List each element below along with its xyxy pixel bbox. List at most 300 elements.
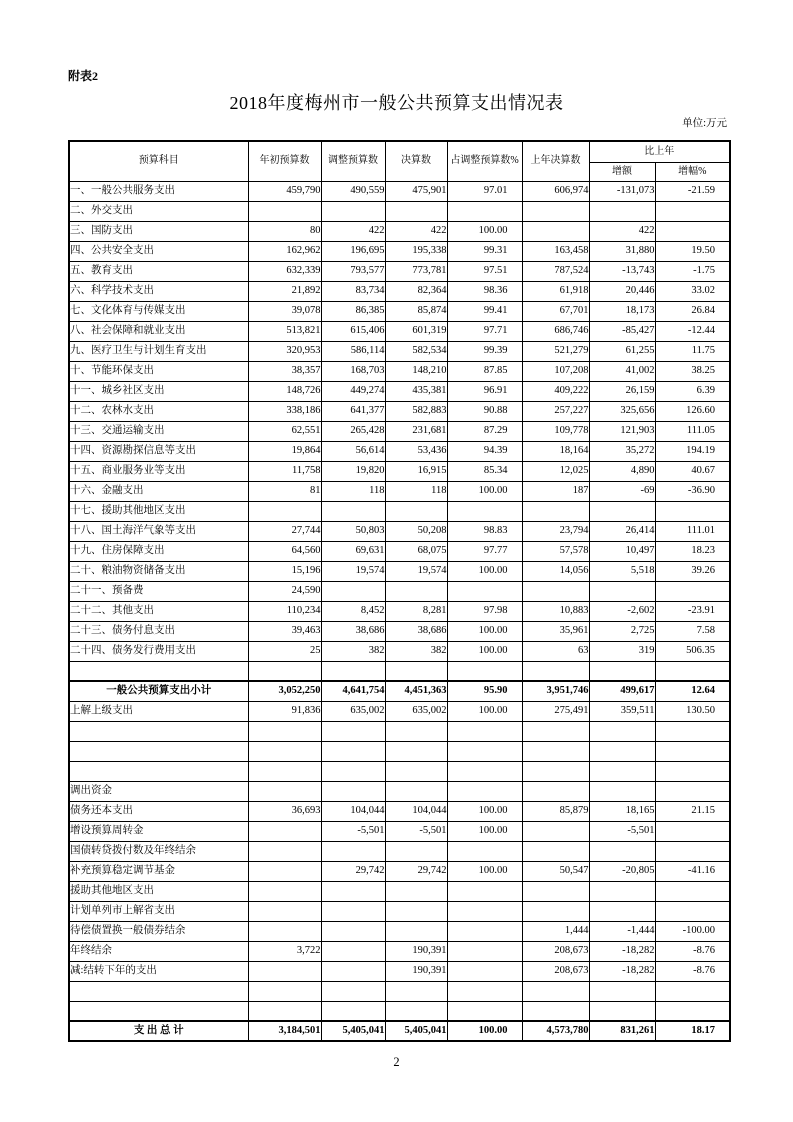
value-cell: 4,451,363 [385, 681, 447, 701]
row-label: 十一、城乡社区支出 [69, 381, 248, 401]
value-cell [522, 661, 589, 681]
value-cell: 98.36 [447, 281, 522, 301]
value-cell: 148,726 [248, 381, 321, 401]
value-cell: -69 [589, 481, 655, 501]
value-cell: 100.00 [447, 561, 522, 581]
row-label: 减:结转下年的支出 [69, 961, 248, 981]
empty-row [69, 981, 730, 1001]
row-label: 八、社会保障和就业支出 [69, 321, 248, 341]
table-row [69, 441, 730, 461]
row-label: 援助其他地区支出 [69, 881, 248, 901]
value-cell: 190,391 [385, 941, 447, 961]
value-cell [321, 661, 385, 681]
value-cell: 63 [522, 641, 589, 661]
row-label: 三、国防支出 [69, 221, 248, 241]
value-cell: 606,974 [522, 181, 589, 201]
value-cell [248, 901, 321, 921]
value-cell [447, 501, 522, 521]
value-cell [589, 761, 655, 781]
value-cell [522, 841, 589, 861]
value-cell: -41.16 [655, 861, 730, 881]
row-label [69, 1001, 248, 1021]
value-cell [447, 581, 522, 601]
value-cell [522, 1001, 589, 1021]
value-cell: 100.00 [447, 481, 522, 501]
page-number: 2 [393, 1055, 400, 1069]
value-cell [522, 221, 589, 241]
table-row [69, 701, 730, 721]
value-cell: 10,883 [522, 601, 589, 621]
value-cell [248, 761, 321, 781]
value-cell: 7.58 [655, 621, 730, 641]
empty-row [69, 661, 730, 681]
table-row [69, 401, 730, 421]
value-cell [447, 761, 522, 781]
table-row [69, 561, 730, 581]
value-cell [447, 781, 522, 801]
value-cell: 26,159 [589, 381, 655, 401]
value-cell [447, 961, 522, 981]
row-label: 债务还本支出 [69, 801, 248, 821]
row-label: 十八、国土海洋气象等支出 [69, 521, 248, 541]
value-cell [655, 781, 730, 801]
value-cell: 26.84 [655, 301, 730, 321]
row-label: 一般公共预算支出小计 [69, 681, 248, 701]
value-cell: 359,511 [589, 701, 655, 721]
row-label [69, 761, 248, 781]
row-label: 十四、资源勘探信息等支出 [69, 441, 248, 461]
value-cell: 18,173 [589, 301, 655, 321]
row-label: 十五、商业服务业等支出 [69, 461, 248, 481]
value-cell: 98.83 [447, 521, 522, 541]
value-cell [447, 721, 522, 741]
value-cell: 121,903 [589, 421, 655, 441]
value-cell: 21,892 [248, 281, 321, 301]
value-cell [522, 761, 589, 781]
value-cell: 4,573,780 [522, 1021, 589, 1041]
value-cell [447, 921, 522, 941]
row-label: 调出资金 [69, 781, 248, 801]
value-cell [589, 881, 655, 901]
table-row [69, 201, 730, 221]
value-cell: 69,631 [321, 541, 385, 561]
value-cell: 19.50 [655, 241, 730, 261]
value-cell [248, 881, 321, 901]
value-cell: 490,559 [321, 181, 385, 201]
value-cell: 38,357 [248, 361, 321, 381]
value-cell: 586,114 [321, 341, 385, 361]
table-row [69, 361, 730, 381]
value-cell: 18.23 [655, 541, 730, 561]
row-label: 二十一、预备费 [69, 581, 248, 601]
table-row [69, 221, 730, 241]
value-cell [655, 201, 730, 221]
value-cell [655, 981, 730, 1001]
value-cell [655, 1001, 730, 1021]
header-adjusted-budget: 调整预算数 [321, 141, 385, 181]
value-cell [321, 881, 385, 901]
value-cell: -12.44 [655, 321, 730, 341]
value-cell [589, 581, 655, 601]
value-cell: 100.00 [447, 701, 522, 721]
value-cell [522, 741, 589, 761]
value-cell: 118 [385, 481, 447, 501]
value-cell: 27,744 [248, 521, 321, 541]
value-cell: 1,444 [522, 921, 589, 941]
value-cell [385, 761, 447, 781]
value-cell: 94.39 [447, 441, 522, 461]
value-cell: 29,742 [385, 861, 447, 881]
value-cell: 38,686 [385, 621, 447, 641]
table-row [69, 601, 730, 621]
table-row [69, 181, 730, 201]
table-body [69, 181, 730, 1041]
value-cell: 91,836 [248, 701, 321, 721]
value-cell: 95.90 [447, 681, 522, 701]
value-cell [522, 201, 589, 221]
table-row [69, 621, 730, 641]
row-label: 四、公共安全支出 [69, 241, 248, 261]
value-cell: 11.75 [655, 341, 730, 361]
budget-table [68, 140, 731, 1042]
value-cell: -1.75 [655, 261, 730, 281]
value-cell [248, 1001, 321, 1021]
value-cell [248, 781, 321, 801]
value-cell [321, 581, 385, 601]
row-label: 二、外交支出 [69, 201, 248, 221]
page-title: 2018年度梅州市一般公共预算支出情况表 [229, 93, 564, 113]
value-cell [248, 501, 321, 521]
value-cell: 36,693 [248, 801, 321, 821]
value-cell: 41,002 [589, 361, 655, 381]
value-cell: 641,377 [321, 401, 385, 421]
value-cell [447, 881, 522, 901]
value-cell [447, 941, 522, 961]
value-cell: 39,078 [248, 301, 321, 321]
value-cell [385, 841, 447, 861]
value-cell: 90.88 [447, 401, 522, 421]
value-cell: -100.00 [655, 921, 730, 941]
value-cell: -8.76 [655, 961, 730, 981]
table-row [69, 641, 730, 661]
value-cell [655, 881, 730, 901]
row-label [69, 981, 248, 1001]
row-label: 待偿债置换一般债券结余 [69, 921, 248, 941]
value-cell [321, 981, 385, 1001]
value-cell: 19,864 [248, 441, 321, 461]
header-vs-prev-year: 比上年 [589, 141, 730, 162]
value-cell [321, 921, 385, 941]
value-cell [248, 741, 321, 761]
value-cell [248, 821, 321, 841]
value-cell: 275,491 [522, 701, 589, 721]
value-cell: 104,044 [385, 801, 447, 821]
value-cell [589, 841, 655, 861]
value-cell: 50,547 [522, 861, 589, 881]
value-cell [655, 741, 730, 761]
row-label: 国债转贷拨付数及年终结余 [69, 841, 248, 861]
value-cell: -18,282 [589, 961, 655, 981]
value-cell: 61,918 [522, 281, 589, 301]
header-initial-budget: 年初预算数 [248, 141, 321, 181]
table-header [69, 141, 730, 181]
row-label: 十、节能环保支出 [69, 361, 248, 381]
empty-row [69, 761, 730, 781]
table-row [69, 801, 730, 821]
value-cell: 3,951,746 [522, 681, 589, 701]
table-row [69, 261, 730, 281]
row-label: 十二、农林水支出 [69, 401, 248, 421]
row-label: 十三、交通运输支出 [69, 421, 248, 441]
value-cell [655, 821, 730, 841]
row-label: 五、教育支出 [69, 261, 248, 281]
value-cell: 773,781 [385, 261, 447, 281]
value-cell: 50,803 [321, 521, 385, 541]
value-cell [321, 841, 385, 861]
annex-label: 附表2 [68, 69, 99, 83]
value-cell: 513,821 [248, 321, 321, 341]
value-cell [385, 901, 447, 921]
value-cell [321, 941, 385, 961]
value-cell: -131,073 [589, 181, 655, 201]
row-label: 二十、粮油物资储备支出 [69, 561, 248, 581]
value-cell: 85.34 [447, 461, 522, 481]
value-cell: 325,656 [589, 401, 655, 421]
header-prev-year-final: 上年决算数 [522, 141, 589, 181]
value-cell [447, 661, 522, 681]
value-cell: 83,734 [321, 281, 385, 301]
value-cell: 8,281 [385, 601, 447, 621]
value-cell: 97.98 [447, 601, 522, 621]
value-cell [447, 901, 522, 921]
value-cell [248, 961, 321, 981]
value-cell: -18,282 [589, 941, 655, 961]
value-cell: 5,405,041 [385, 1021, 447, 1041]
value-cell: 231,681 [385, 421, 447, 441]
value-cell [321, 761, 385, 781]
value-cell: 409,222 [522, 381, 589, 401]
value-cell [522, 581, 589, 601]
value-cell: 81 [248, 481, 321, 501]
value-cell: -85,427 [589, 321, 655, 341]
value-cell [655, 841, 730, 861]
value-cell: -5,501 [589, 821, 655, 841]
value-cell [385, 741, 447, 761]
value-cell: 100.00 [447, 621, 522, 641]
value-cell: 15,196 [248, 561, 321, 581]
row-label: 十六、金融支出 [69, 481, 248, 501]
value-cell: 99.41 [447, 301, 522, 321]
value-cell [655, 221, 730, 241]
value-cell: 382 [321, 641, 385, 661]
value-cell: 104,044 [321, 801, 385, 821]
table-row [69, 301, 730, 321]
value-cell: 601,319 [385, 321, 447, 341]
value-cell [447, 841, 522, 861]
value-cell: 449,274 [321, 381, 385, 401]
row-label: 二十四、债务发行费用支出 [69, 641, 248, 661]
value-cell: 19,574 [321, 561, 385, 581]
value-cell [248, 661, 321, 681]
value-cell: 3,184,501 [248, 1021, 321, 1041]
value-cell: 499,617 [589, 681, 655, 701]
value-cell: 61,255 [589, 341, 655, 361]
value-cell: 39.26 [655, 561, 730, 581]
value-cell: 521,279 [522, 341, 589, 361]
table-row [69, 861, 730, 881]
value-cell: 68,075 [385, 541, 447, 561]
value-cell: 162,962 [248, 241, 321, 261]
value-cell [447, 981, 522, 1001]
subtotal-row [69, 681, 730, 701]
table-row [69, 901, 730, 921]
value-cell: 87.29 [447, 421, 522, 441]
value-cell: 338,186 [248, 401, 321, 421]
value-cell [522, 721, 589, 741]
value-cell: 50,208 [385, 521, 447, 541]
value-cell: 787,524 [522, 261, 589, 281]
value-cell: 10,497 [589, 541, 655, 561]
row-label: 二十三、债务付息支出 [69, 621, 248, 641]
value-cell: 29,742 [321, 861, 385, 881]
row-label: 七、文化体育与传媒支出 [69, 301, 248, 321]
row-label: 一、一般公共服务支出 [69, 181, 248, 201]
value-cell: 382 [385, 641, 447, 661]
table-row [69, 321, 730, 341]
value-cell: 459,790 [248, 181, 321, 201]
value-cell: 110,234 [248, 601, 321, 621]
row-label: 十七、援助其他地区支出 [69, 501, 248, 521]
value-cell: 35,272 [589, 441, 655, 461]
header-subject: 预算科目 [69, 141, 248, 181]
value-cell [385, 881, 447, 901]
value-cell: 87.85 [447, 361, 522, 381]
value-cell: 96.91 [447, 381, 522, 401]
value-cell: 85,874 [385, 301, 447, 321]
value-cell: 2,725 [589, 621, 655, 641]
value-cell: 5,518 [589, 561, 655, 581]
table-row [69, 521, 730, 541]
value-cell [248, 721, 321, 741]
value-cell: 319 [589, 641, 655, 661]
value-cell: 126.60 [655, 401, 730, 421]
value-cell: 38,686 [321, 621, 385, 641]
value-cell: 475,901 [385, 181, 447, 201]
value-cell: 97.77 [447, 541, 522, 561]
empty-row [69, 721, 730, 741]
row-label: 增设预算周转金 [69, 821, 248, 841]
value-cell: 99.31 [447, 241, 522, 261]
value-cell [321, 901, 385, 921]
value-cell: 320,953 [248, 341, 321, 361]
value-cell: 4,890 [589, 461, 655, 481]
value-cell [655, 501, 730, 521]
value-cell [589, 981, 655, 1001]
value-cell: 23,794 [522, 521, 589, 541]
value-cell: 422 [385, 221, 447, 241]
value-cell: -13,743 [589, 261, 655, 281]
value-cell: 97.51 [447, 261, 522, 281]
value-cell: 190,391 [385, 961, 447, 981]
table-row [69, 341, 730, 361]
value-cell [589, 501, 655, 521]
value-cell: 57,578 [522, 541, 589, 561]
value-cell: 265,428 [321, 421, 385, 441]
value-cell: 100.00 [447, 221, 522, 241]
value-cell: 582,883 [385, 401, 447, 421]
table-row [69, 781, 730, 801]
table-row [69, 461, 730, 481]
table-row [69, 541, 730, 561]
row-label [69, 721, 248, 741]
value-cell [248, 921, 321, 941]
value-cell: 130.50 [655, 701, 730, 721]
value-cell: 196,695 [321, 241, 385, 261]
row-label: 计划单列市上解省支出 [69, 901, 248, 921]
value-cell [655, 901, 730, 921]
value-cell [321, 1001, 385, 1021]
value-cell: 582,534 [385, 341, 447, 361]
value-cell: 168,703 [321, 361, 385, 381]
value-cell: 793,577 [321, 261, 385, 281]
value-cell: 97.01 [447, 181, 522, 201]
header-increase-rate: 增幅% [655, 162, 730, 181]
value-cell: 6.39 [655, 381, 730, 401]
row-label: 十九、住房保障支出 [69, 541, 248, 561]
value-cell: 5,405,041 [321, 1021, 385, 1041]
value-cell: 148,210 [385, 361, 447, 381]
value-cell: 635,002 [321, 701, 385, 721]
table-row [69, 841, 730, 861]
row-label: 二十二、其他支出 [69, 601, 248, 621]
table-row [69, 881, 730, 901]
value-cell: -5,501 [385, 821, 447, 841]
value-cell: 686,746 [522, 321, 589, 341]
row-label: 六、科学技术支出 [69, 281, 248, 301]
value-cell [447, 201, 522, 221]
value-cell: 257,227 [522, 401, 589, 421]
value-cell: 635,002 [385, 701, 447, 721]
value-cell: 18,165 [589, 801, 655, 821]
value-cell: 11,758 [248, 461, 321, 481]
value-cell [589, 1001, 655, 1021]
header-pct-of-adjusted: 占调整预算数% [447, 141, 522, 181]
row-label: 年终结余 [69, 941, 248, 961]
value-cell [321, 501, 385, 521]
value-cell: 107,208 [522, 361, 589, 381]
value-cell [248, 981, 321, 1001]
value-cell: 3,052,250 [248, 681, 321, 701]
row-label [69, 661, 248, 681]
value-cell [522, 981, 589, 1001]
value-cell [522, 901, 589, 921]
value-cell [321, 741, 385, 761]
value-cell [248, 201, 321, 221]
value-cell: 67,701 [522, 301, 589, 321]
table-row [69, 281, 730, 301]
value-cell: 99.39 [447, 341, 522, 361]
value-cell: 18.17 [655, 1021, 730, 1041]
value-cell [447, 1001, 522, 1021]
value-cell [655, 581, 730, 601]
table-row [69, 421, 730, 441]
table-row [69, 581, 730, 601]
value-cell [589, 721, 655, 741]
value-cell: 163,458 [522, 241, 589, 261]
value-cell [385, 201, 447, 221]
table-row [69, 381, 730, 401]
value-cell: 111.05 [655, 421, 730, 441]
